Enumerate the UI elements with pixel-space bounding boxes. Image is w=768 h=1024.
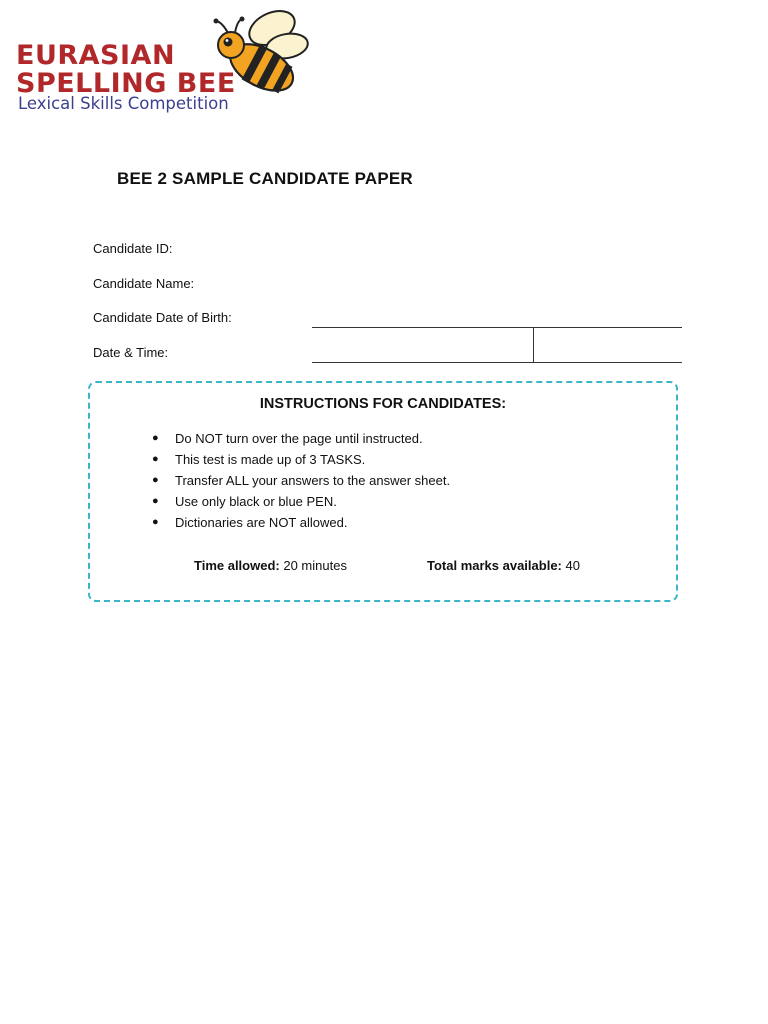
- instruction-text: Dictionaries are NOT allowed.: [175, 515, 348, 530]
- instruction-text: Do NOT turn over the page until instructed.: [175, 431, 423, 446]
- page-title: BEE 2 SAMPLE CANDIDATE PAPER: [117, 169, 413, 188]
- list-item: [152, 470, 451, 491]
- list-item: [152, 491, 450, 512]
- list-item: [152, 449, 450, 470]
- total-marks: [427, 558, 580, 573]
- date-time-label: Date & Time:: [93, 345, 169, 360]
- list-item: [152, 428, 450, 449]
- logo: [14, 8, 314, 120]
- instruction-text: Use only black or blue PEN.: [175, 494, 337, 509]
- logo-text-spelling-bee: SPELLING BEE: [16, 68, 236, 99]
- candidate-id-label: Candidate ID:: [93, 241, 173, 256]
- total-marks-value: 40: [565, 558, 580, 573]
- candidate-name-label: Candidate Name:: [93, 276, 195, 291]
- instructions-heading: INSTRUCTIONS FOR CANDIDATES:: [259, 396, 507, 412]
- bullet-icon: ●: [152, 432, 159, 444]
- logo-text-eurasian: EURASIAN: [16, 40, 176, 71]
- dob-answer-line[interactable]: [312, 327, 682, 328]
- time-allowed: [194, 558, 347, 573]
- bullet-icon: ●: [152, 495, 159, 507]
- logo-tagline: Lexical Skills Competition: [18, 94, 229, 113]
- total-marks-label: Total marks available:: [427, 558, 562, 573]
- date-time-answer-line[interactable]: [312, 362, 682, 363]
- instruction-text: This test is made up of 3 TASKS.: [175, 452, 366, 467]
- instruction-text: Transfer ALL your answers to the answer sheet.: [175, 473, 451, 488]
- candidate-dob-label: Candidate Date of Birth:: [93, 310, 232, 325]
- bee-icon: [204, 8, 314, 98]
- time-allowed-value: 20 minutes: [283, 558, 347, 573]
- instructions-box: [88, 381, 678, 602]
- bullet-icon: ●: [152, 453, 159, 465]
- bullet-icon: ●: [152, 516, 159, 528]
- bullet-icon: ●: [152, 474, 159, 486]
- list-item: [152, 512, 450, 533]
- date-time-divider: [533, 327, 534, 362]
- instructions-list: [152, 428, 451, 533]
- time-allowed-label: Time allowed:: [194, 558, 280, 573]
